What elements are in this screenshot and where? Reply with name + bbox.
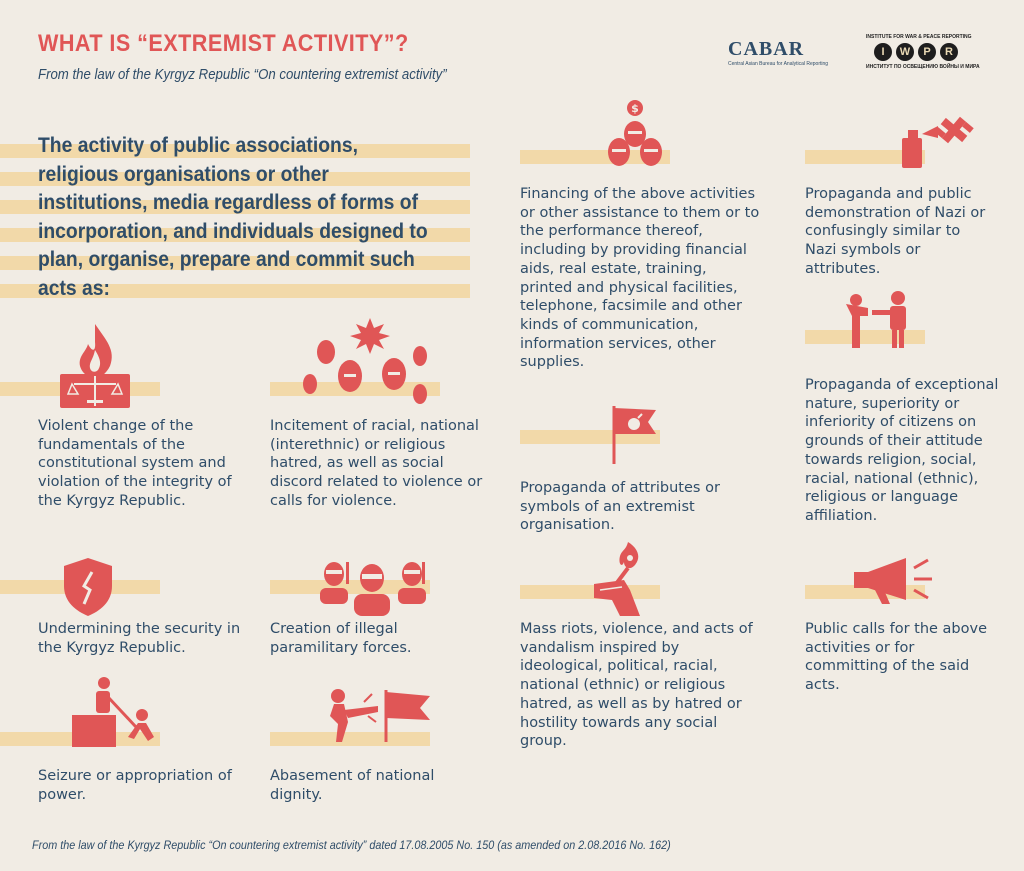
cabar-logo-name: CABAR	[728, 38, 805, 60]
cabar-logo-tagline: Central Asian Bureau for Analytical Reporting	[728, 61, 829, 67]
item-nazi: Propaganda and public demonstration of Nazi or confusingly similar to Nazi symbols or attributes.	[805, 186, 986, 277]
page-subtitle: From the law of the Kyrgyz Republic “On countering extremist activity”	[38, 66, 447, 83]
cabar-logo	[728, 38, 829, 72]
masked-fighters-icon	[318, 560, 428, 618]
shield-icon	[62, 556, 114, 616]
spray-symbol-icon	[898, 112, 974, 168]
megaphone-icon	[852, 556, 936, 606]
item-violent-change: Violent change of the fundamentals of the constitutional system and violation of the integrity of the Kyrgyz Republic.	[38, 418, 232, 509]
fist-torch-icon	[590, 540, 652, 616]
item-riots: Mass riots, violence, and acts of vandalism inspired by ideological, political, racial, national (ethnic) or religious hatred, as well as by hatred or hostility towards any social group.	[520, 621, 753, 750]
flame-law-book-icon	[56, 322, 134, 408]
page-title: WHAT IS “EXTREMIST ACTIVITY”?	[38, 30, 409, 57]
iwpr-letter: W	[896, 43, 914, 61]
item-seizure: Seizure or appropriation of power.	[38, 768, 232, 803]
angry-heads-icon	[300, 318, 440, 408]
item-incitement: Incitement of racial, national (interethnic) or religious hatred, as well as social discord related to violence or calls for violence.	[270, 418, 483, 509]
iwpr-letter: R	[940, 43, 958, 61]
svg-text:$: $	[631, 102, 639, 115]
item-abasement: Abasement of national dignity.	[270, 768, 435, 803]
bowing-figures-icon	[842, 290, 914, 350]
seizure-figures-icon	[68, 675, 158, 747]
item-symbols: Propaganda of attributes or symbols of an extremist organisation.	[520, 480, 720, 534]
kick-flag-icon	[324, 686, 434, 742]
item-exceptional: Propaganda of exceptional nature, superiority or inferiority of citizens on grounds of their attitude towards religion, social, racial, national (ethnic), religious or language affiliation.	[805, 377, 999, 524]
item-public-calls: Public calls for the above activities or for committing of the said acts.	[805, 621, 988, 694]
bomb-flag-icon	[608, 404, 658, 464]
iwpr-logo-bottom: ИНСТИТУТ ПО ОСВЕЩЕНИЮ ВОЙНЫ И МИРА	[866, 64, 980, 70]
iwpr-logo	[866, 34, 984, 70]
iwpr-logo-top: INSTITUTE FOR WAR & PEACE REPORTING	[866, 34, 972, 40]
source-footnote: From the law of the Kyrgyz Republic “On countering extremist activity” dated 17.08.2005 No. 150 (as amended on 2.08.2016 No. 162)	[32, 838, 671, 852]
masked-money-icon	[604, 100, 666, 174]
iwpr-letter: I	[874, 43, 892, 61]
item-undermining: Undermining the security in the Kyrgyz Republic.	[38, 621, 241, 656]
item-paramilitary: Creation of illegal paramilitary forces.	[270, 621, 412, 656]
iwpr-letter: P	[918, 43, 936, 61]
intro-text: The activity of public associations, religious organisations or other institutions, media regardless of forms of incorporation, and individuals designed to plan, organise, prepare and commit such acts as:	[38, 134, 428, 300]
item-financing: Financing of the above activities or other assistance to them or to the performance thereof, including by providing financial aids, real estate, training, printed and physical facilities, telephone, facsimile and other kinds of communication, information services, other supplies.	[520, 186, 760, 371]
